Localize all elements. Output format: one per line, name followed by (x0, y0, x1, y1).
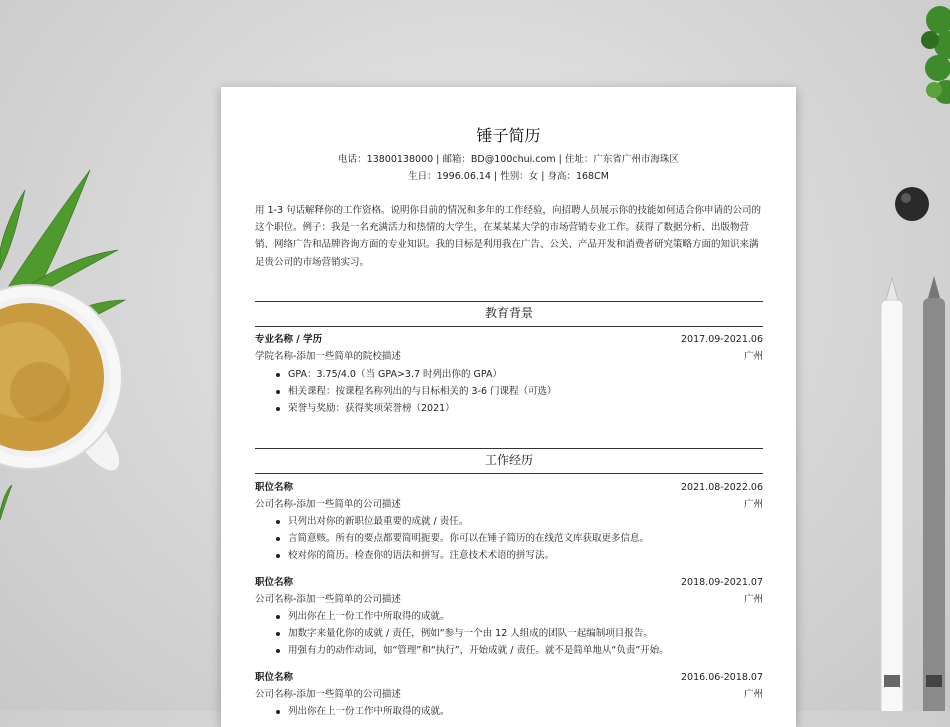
coffee-cup (0, 282, 130, 482)
job-3-position: 职位名称 (255, 672, 294, 683)
summary-paragraph: 用 1-3 句话解释你的工作资格。说明你目前的情况和多年的工作经验，向招聘人员展示你的技能如何适合你申请的公司的这个职位。例子：我是一名充满活力和热情的大学生，在某某某大学的市场营销专业工作。获得了数据分析、出版物营销、网络广告和品牌咨询方面的专业知识。我的目标是利用我在广告、公关、产品开发和消费者研究策略方面的知识来满足贵公司的市场营销实习。 (255, 205, 762, 268)
list-item: 用强有力的动作动词，如“管理”和“执行”，开始成就 / 责任。就不是简单地从“负责”开始。 (255, 642, 763, 659)
black-pin-ball (893, 185, 933, 225)
job-1-position-row (255, 481, 763, 495)
education-location: 广州 (743, 351, 763, 362)
job-3-company: 公司名称-添加一些简单的公司描述 (255, 689, 401, 700)
job-3-location: 广州 (743, 689, 763, 700)
list-item: 校对你的简历。检查你的语法和拼写。注意技术术语的拼写法。 (255, 547, 763, 564)
job-2-dates: 2018.09-2021.07 (681, 577, 763, 588)
list-item: 言简意赅。所有的要点都要简明扼要。你可以在锤子简历的在线范文库获取更多信息。 (255, 530, 763, 547)
education-school: 学院名称-添加一些简单的院校描述 (255, 351, 401, 362)
list-item: 列出你在上一份工作中所取得的成就。 (255, 703, 763, 720)
education-school-row (255, 350, 763, 364)
plant-top-right (910, 0, 950, 115)
list-item: 荣誉与奖励：获得奖项荣誉榜（2021） (255, 400, 763, 417)
education-major: 专业名称 / 学历 (255, 334, 323, 345)
job-2-company-row (255, 593, 763, 607)
job-1-bullets (255, 513, 763, 565)
education-major-row (255, 333, 763, 347)
job-1-company-row (255, 498, 763, 512)
contact-line-2: 生日：1996.06.14 | 性别：女 | 身高：168CM (408, 171, 609, 182)
pens (876, 270, 950, 711)
job-3-position-row (255, 671, 763, 685)
job-3-bullets (255, 703, 763, 720)
contact-line-1: 电话：13800138000 | 邮箱：BD@100chui.com | 住址：广东省广州市海珠区 (338, 154, 679, 165)
job-2-company: 公司名称-添加一些简单的公司描述 (255, 594, 401, 605)
list-item: 加数字来量化你的成就 / 责任，例如“参与一个由 12 人组成的团队一起编制项目报告。 (255, 625, 763, 642)
job-3-dates: 2016.06-2018.07 (681, 672, 763, 683)
list-item: 只列出对你的新职位最重要的成就 / 责任。 (255, 513, 763, 530)
job-3-company-row (255, 688, 763, 702)
list-item: 相关课程：按课程名称列出的与目标相关的 3-6 门课程（可选） (255, 383, 763, 400)
job-1-dates: 2021.08-2022.06 (681, 482, 763, 493)
resume-page (221, 87, 796, 727)
job-2-location: 广州 (743, 594, 763, 605)
job-2-position: 职位名称 (255, 577, 294, 588)
job-1-position: 职位名称 (255, 482, 294, 493)
work-section-heading: 工作经历 (255, 448, 763, 474)
education-bullets (255, 366, 763, 418)
job-2-position-row (255, 576, 763, 590)
job-2-bullets (255, 608, 763, 660)
list-item: GPA：3.75/4.0（当 GPA>3.7 时列出你的 GPA） (255, 366, 763, 383)
job-1-location: 广州 (743, 499, 763, 510)
list-item: 列出你在上一份工作中所取得的成就。 (255, 608, 763, 625)
resume-title: 锤子简历 (476, 126, 541, 145)
education-section-heading: 教育背景 (255, 301, 763, 327)
education-dates: 2017.09-2021.06 (681, 334, 763, 345)
job-1-company: 公司名称-添加一些简单的公司描述 (255, 499, 401, 510)
